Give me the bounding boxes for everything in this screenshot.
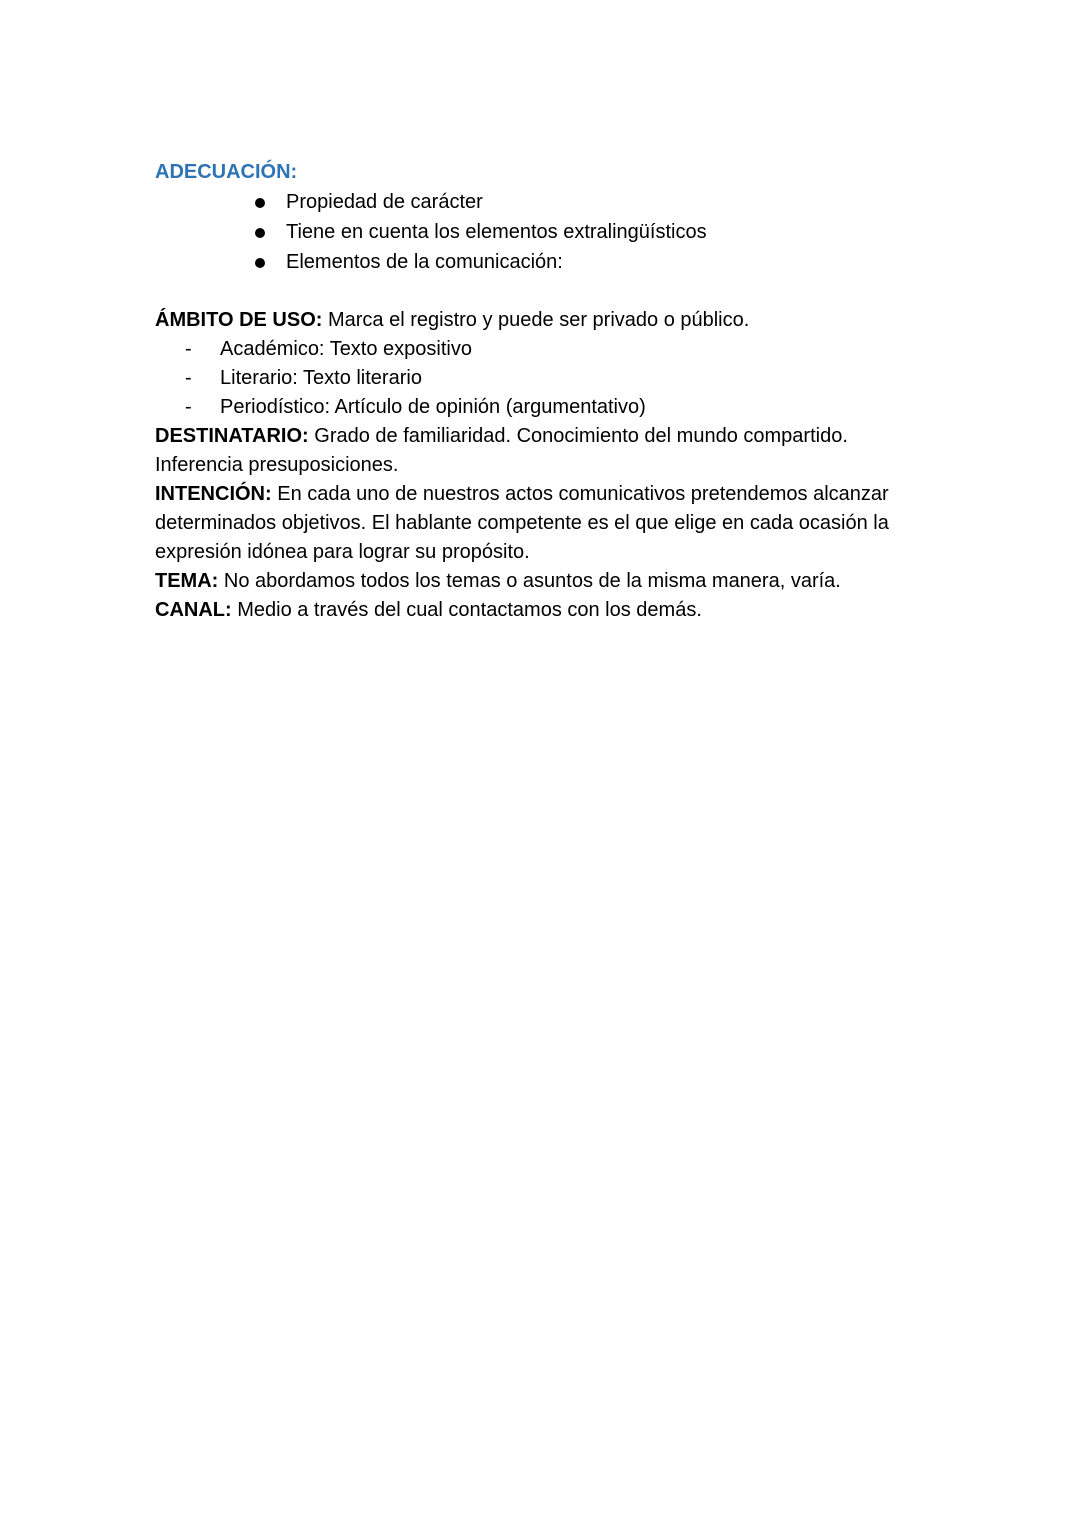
destinatario-label: DESTINATARIO: [155,425,309,447]
paragraph-spacer [155,277,935,306]
bullet-icon [255,198,265,208]
document-page [155,158,935,625]
intencion-text: En cada uno de nuestros actos comunicativos pretendemos alcanzar determinados objetivos. El hablante competente es el que elige en cada ocasión la expresión idónea para lograr su propósito. [155,483,889,563]
ambito-paragraph [155,306,935,335]
destinatario-paragraph [155,422,935,480]
list-item [253,217,935,247]
ambito-label: ÁMBITO DE USO: [155,309,323,331]
destinatario-text: Grado de familiaridad. Conocimiento del mundo compartido. Inferencia presuposiciones. [155,425,848,476]
canal-paragraph [155,596,935,625]
intencion-paragraph [155,480,935,567]
bullet-icon [255,258,265,268]
list-item [185,335,935,364]
adecuacion-bullet-list [155,187,935,277]
dash-icon: - [185,338,192,360]
dash-item-text: Literario: Texto literario [220,367,422,389]
bullet-text: Tiene en cuenta los elementos extralingüísticos [286,221,707,243]
ambito-text: Marca el registro y puede ser privado o público. [322,309,750,331]
bullet-icon [255,228,265,238]
ambito-dash-list [155,335,935,422]
intencion-label: INTENCIÓN: [155,483,272,505]
tema-text: No abordamos todos los temas o asuntos de la misma manera, varía. [218,570,841,592]
canal-text: Medio a través del cual contactamos con los demás. [231,599,702,621]
tema-label: TEMA: [155,570,219,592]
dash-icon: - [185,396,192,418]
bullet-text: Propiedad de carácter [286,191,483,213]
dash-item-text: Académico: Texto expositivo [220,338,472,360]
list-item [185,364,935,393]
tema-paragraph [155,567,935,596]
dash-icon: - [185,367,192,389]
dash-item-text: Periodístico: Artículo de opinión (argumentativo) [220,396,646,418]
list-item [253,247,935,277]
bullet-text: Elementos de la comunicación: [286,251,563,273]
adecuacion-heading: ADECUACIÓN: [155,161,298,183]
list-item [185,393,935,422]
canal-label: CANAL: [155,599,232,621]
list-item [253,187,935,217]
